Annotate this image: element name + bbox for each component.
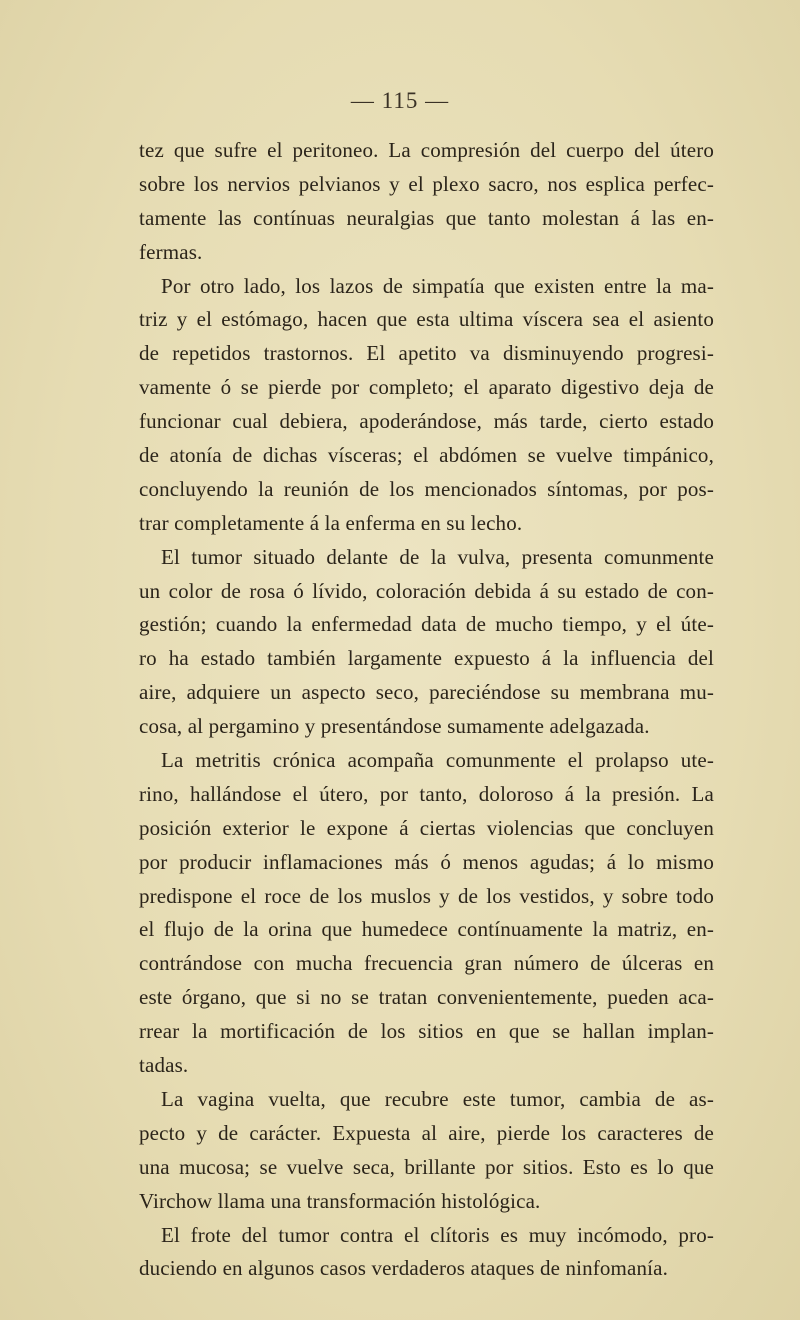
text-line: tamente las contínuas neuralgias que tanto molestan á las en- — [139, 205, 714, 230]
text-line: vamente ó se pierde por completo; el aparato digestivo deja de — [139, 375, 714, 400]
text-line: El tumor situado delante de la vulva, presenta comunmente — [161, 544, 714, 569]
text-line: posición exterior le expone á ciertas violencias que concluyen — [139, 815, 714, 840]
text-line: sobre los nervios pelvianos y el plexo sacro, nos esplica perfec- — [139, 171, 714, 196]
text-line: tadas. — [139, 1053, 189, 1078]
text-line: rino, hallándose el útero, por tanto, doloroso á la presión. La — [139, 781, 714, 806]
text-line: una mucosa; se vuelve seca, brillante por sitios. Esto es lo que — [139, 1154, 714, 1179]
text-line: La metritis crónica acompaña comunmente el prolapso ute- — [161, 748, 714, 773]
body-text — [139, 134, 714, 1286]
text-line: el flujo de la orina que humedece contínuamente la matriz, en- — [139, 917, 714, 942]
page-number: — 115 — — [350, 88, 450, 113]
text-line: gestión; cuando la enfermedad data de mucho tiempo, y el úte- — [139, 612, 714, 637]
text-line: La vagina vuelta, que recubre este tumor, cambia de as- — [161, 1086, 714, 1111]
text-line: cosa, al pergamino y presentándose sumamente adelgazada. — [139, 714, 650, 739]
text-line: de repetidos trastornos. El apetito va disminuyendo progresi- — [139, 341, 714, 366]
text-line: de atonía de dichas vísceras; el abdómen se vuelve timpánico, — [139, 443, 714, 468]
text-line: triz y el estómago, hacen que esta ultima víscera sea el asiento — [139, 307, 714, 332]
text-line: pecto y de carácter. Expuesta al aire, pierde los caracteres de — [139, 1120, 714, 1145]
text-line: Por otro lado, los lazos de simpatía que existen entre la ma- — [161, 273, 714, 298]
text-line: contrándose con mucha frecuencia gran número de úlceras en — [139, 951, 714, 976]
text-line: funcionar cual debiera, apoderándose, más tarde, cierto estado — [139, 409, 714, 434]
text-line: este órgano, que si no se tratan convenientemente, pueden aca- — [139, 985, 714, 1010]
text-line: rrear la mortificación de los sitios en que se hallan implan- — [139, 1019, 714, 1044]
text-line: un color de rosa ó lívido, coloración debida á su estado de con- — [139, 578, 714, 603]
text-line: predispone el roce de los muslos y de los vestidos, y sobre todo — [139, 883, 714, 908]
text-line: duciendo en algunos casos verdaderos ataques de ninfomanía. — [139, 1256, 669, 1281]
text-line: Virchow llama una transformación histológica. — [139, 1188, 541, 1213]
text-line: fermas. — [139, 239, 203, 264]
text-line: aire, adquiere un aspecto seco, pareciéndose su membrana mu- — [139, 680, 714, 705]
text-line: tez que sufre el peritoneo. La compresión del cuerpo del útero — [139, 138, 714, 162]
text-line: El frote del tumor contra el clítoris es muy incómodo, pro- — [161, 1222, 714, 1247]
text-line: trar completamente á la enferma en su lecho. — [139, 510, 523, 535]
text-line: ro ha estado también largamente expuesto á la influencia del — [139, 646, 714, 671]
text-line: por producir inflamaciones más ó menos agudas; á lo mismo — [139, 849, 714, 874]
text-line: concluyendo la reunión de los mencionados síntomas, por pos- — [139, 476, 714, 501]
